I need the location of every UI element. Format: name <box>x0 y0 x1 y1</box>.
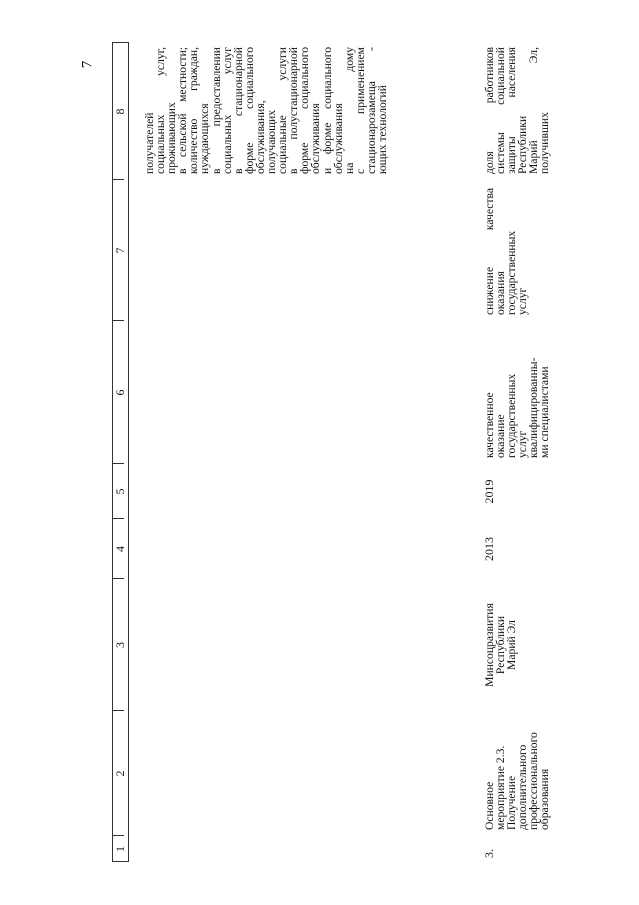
header-bottom-rule <box>128 42 129 862</box>
row3-end-year: 2019 <box>482 479 496 504</box>
result-line: ми специалистами <box>538 366 552 458</box>
consequence-line: услуг <box>516 287 530 315</box>
indicator-line: системы социальной <box>494 47 508 174</box>
name-line: профессионального <box>527 732 541 830</box>
name-line: мероприятие 2.3. <box>494 745 508 830</box>
col-header-6: 6 <box>113 389 127 396</box>
cont-line: на дому <box>342 47 356 174</box>
indicator-line: защиты населения <box>505 47 519 174</box>
cont-line: проживающих <box>165 102 179 174</box>
cont-line: нуждающихся <box>198 103 212 174</box>
col-header-5: 5 <box>113 488 127 495</box>
row3-name-cell <box>484 714 551 830</box>
page-number: 7 <box>79 60 96 69</box>
name-line: дополнительного <box>516 744 530 830</box>
name-line: образования <box>538 768 552 830</box>
indicator-line: Республики <box>516 115 530 174</box>
row3-indicator-cell <box>484 47 551 174</box>
name-line: Получение <box>505 775 519 830</box>
cont-line: обслуживания <box>331 103 345 174</box>
cont-line: с применением <box>353 47 367 174</box>
cont-line: в стационарной <box>231 47 245 174</box>
result-line: квалифицированны- <box>527 357 541 458</box>
name-line: Основное <box>483 781 496 830</box>
executor-line: Республики <box>494 615 508 675</box>
row3-start-year: 2013 <box>482 537 496 561</box>
row3-executor-cell <box>484 579 517 711</box>
indicator-line: доля работников <box>483 47 496 174</box>
cont-line: форме социального <box>242 47 256 174</box>
row3-result-cell <box>484 326 551 458</box>
cont-line: ющих технологий <box>375 85 389 174</box>
col-header-2: 2 <box>113 770 127 777</box>
cont-line: форме социального <box>298 47 312 174</box>
cont-line: обслуживания, <box>253 100 267 174</box>
consequence-line: снижение качества <box>483 188 496 315</box>
cont-line: получающих <box>265 110 279 174</box>
continued-indicator-cell <box>144 47 388 174</box>
row3-number: 3. <box>482 849 496 858</box>
cont-line: в сельской местности; <box>176 47 190 174</box>
consequence-line: оказания <box>494 271 508 315</box>
executor-line: Минсоцразвития <box>483 603 496 687</box>
indicator-line: получивших <box>538 112 552 174</box>
cont-line: получателей <box>143 112 156 174</box>
cont-line: социальные услуги <box>276 47 290 174</box>
result-line: услуг <box>516 430 530 458</box>
cont-line: в полустационарной <box>287 47 301 174</box>
col-header-8: 8 <box>113 108 127 115</box>
result-line: государственных <box>505 373 519 458</box>
col-header-7: 7 <box>113 247 127 254</box>
executor-line: Марий Эл <box>505 620 519 670</box>
result-line: качественное <box>483 392 496 458</box>
cont-line: количество граждан, <box>187 47 201 174</box>
row3-consequence-cell <box>484 188 528 315</box>
result-line: оказание <box>494 414 508 458</box>
col-header-4: 4 <box>113 546 127 552</box>
rotated-table <box>112 42 632 862</box>
cont-line: социальных услуг, <box>154 47 168 174</box>
cont-line: и форме социального <box>320 47 334 174</box>
cont-line: в предоставлении <box>209 47 223 174</box>
col-header-3: 3 <box>113 642 127 648</box>
cont-line: стационарозамеща - <box>364 47 378 174</box>
indicator-line: Марий Эл, <box>527 47 541 174</box>
cont-line: обслуживания <box>309 103 323 174</box>
cont-line: социальных услуг <box>220 47 234 174</box>
consequence-line: государственных <box>505 230 519 315</box>
col-header-1: 1 <box>113 846 127 852</box>
